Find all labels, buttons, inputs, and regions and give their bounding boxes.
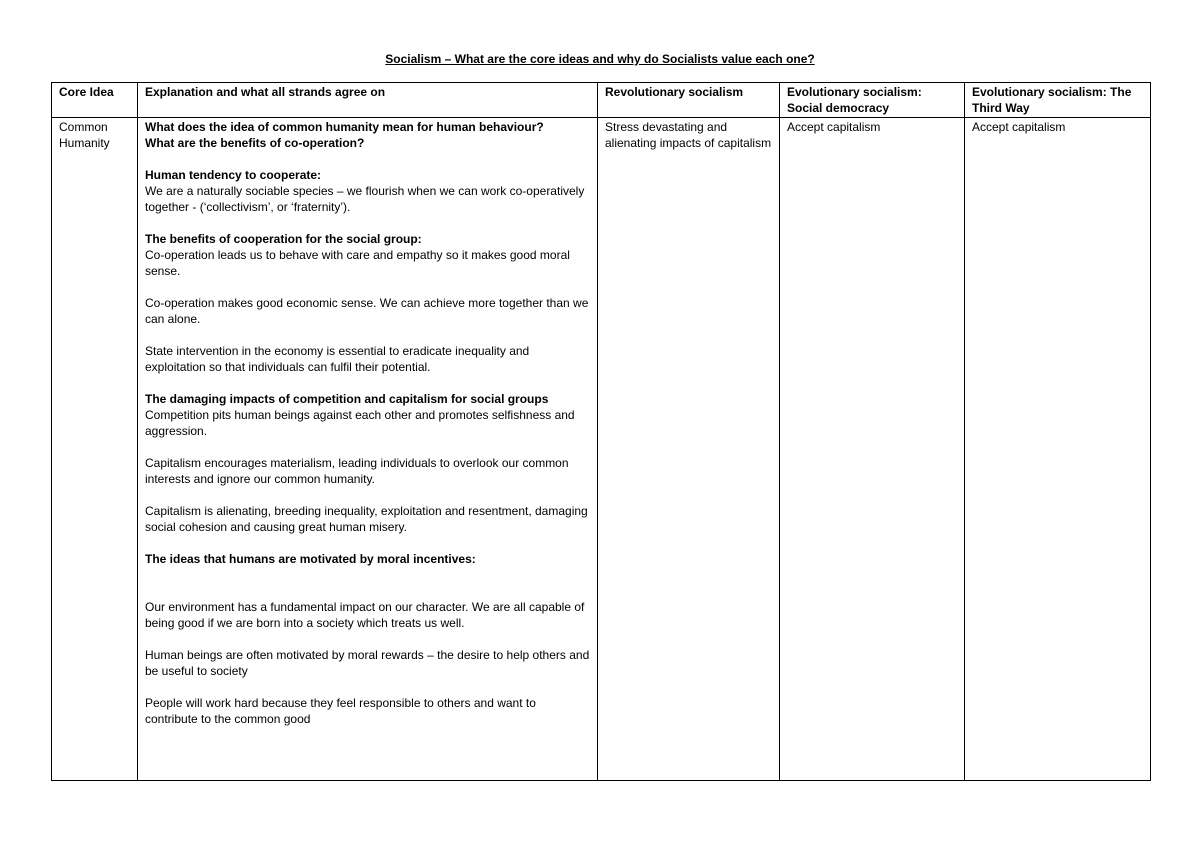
cell-social-democracy: Accept capitalism — [780, 118, 965, 781]
header-core-idea: Core Idea — [52, 83, 138, 118]
page-title: Socialism – What are the core ideas and why do Socialists value each one? — [385, 52, 815, 66]
paragraph-cooperation-economic: Co-operation makes good economic sense. We can achieve more together than we can alone. — [145, 296, 589, 326]
paragraph-cooperation-moral: Co-operation leads us to behave with care and empathy so it makes good moral sense. — [145, 248, 570, 278]
question-cooperation-benefits: What are the benefits of co-operation? — [145, 136, 365, 150]
paragraph-state-intervention: State intervention in the economy is essential to eradicate inequality and exploitation so that individuals can fulfil their potential. — [145, 344, 530, 374]
cell-core-idea: Common Humanity — [52, 118, 138, 781]
question-common-humanity: What does the idea of common humanity mean for human behaviour? — [145, 120, 544, 134]
paragraph-materialism: Capitalism encourages materialism, leading individuals to overlook our common interests and ignore our common humanity. — [145, 456, 569, 486]
header-explanation: Explanation and what all strands agree on — [138, 83, 598, 118]
blank-line — [145, 567, 590, 583]
paragraph-human-tendency: We are a naturally sociable species – we flourish when we can work co-operatively together - (‘collectivism’, or ‘fraternity’). — [145, 184, 585, 214]
heading-damaging-impacts: The damaging impacts of competition and capitalism for social groups — [145, 392, 549, 406]
cell-third-way: Accept capitalism — [965, 118, 1151, 781]
paragraph-moral-rewards: Human beings are often motivated by moral rewards – the desire to help others and be useful to society — [145, 648, 590, 678]
cell-explanation — [138, 118, 598, 781]
paragraph-common-good: People will work hard because they feel responsible to others and want to contribute to the common good — [145, 696, 536, 726]
cell-revolutionary-socialism: Stress devastating and alienating impacts of capitalism — [598, 118, 780, 781]
table-row — [52, 118, 1151, 781]
header-social-democracy: Evolutionary socialism: Social democracy — [780, 83, 965, 118]
header-third-way: Evolutionary socialism: The Third Way — [965, 83, 1151, 118]
paragraph-environment: Our environment has a fundamental impact on our character. We are all capable of being good if we are born into a society which treats us well. — [145, 600, 585, 630]
heading-human-tendency: Human tendency to cooperate: — [145, 168, 322, 182]
heading-moral-incentives: The ideas that humans are motivated by moral incentives: — [145, 552, 476, 566]
heading-cooperation-benefits: The benefits of cooperation for the social group: — [145, 232, 422, 246]
header-revolutionary-socialism: Revolutionary socialism — [598, 83, 780, 118]
core-ideas-table — [51, 82, 1151, 781]
paragraph-alienation: Capitalism is alienating, breeding inequality, exploitation and resentment, damaging social cohesion and causing great human misery. — [145, 504, 588, 534]
header-row — [52, 83, 1151, 118]
paragraph-competition: Competition pits human beings against each other and promotes selfishness and aggression. — [145, 408, 575, 438]
